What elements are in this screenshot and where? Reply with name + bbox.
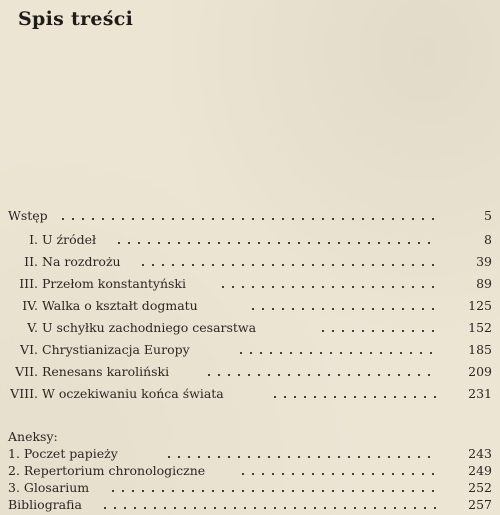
toc-entry-page: 243	[468, 446, 492, 461]
toc-entry-label: W oczekiwaniu końca świata	[42, 386, 224, 401]
chapter-number: VIII.	[10, 386, 38, 401]
dot-leader	[114, 242, 438, 244]
toc-entry-label: Bibliografia	[8, 497, 82, 512]
toc-entry-chapter-1	[0, 230, 500, 250]
dot-leader	[318, 330, 438, 332]
toc-entry-chapter-7	[0, 362, 500, 382]
toc-entry-page: 5	[484, 208, 492, 223]
toc-entry-label: 3. Glosarium	[8, 480, 90, 495]
toc-entry-page: 39	[476, 254, 492, 269]
toc-entry-page: 252	[468, 480, 492, 495]
dot-leader	[138, 264, 438, 266]
toc-entry-label: Na rozdrożu	[42, 254, 121, 269]
dot-leader	[218, 286, 438, 288]
toc-entry-label: U źródeł	[42, 232, 97, 247]
chapter-number: VII.	[15, 364, 38, 379]
toc-entry-chapter-4	[0, 296, 500, 316]
toc-entry-label: 2. Repertorium chronologiczne	[8, 463, 206, 478]
toc-entry-label: Walka o kształt dogmatu	[42, 298, 198, 313]
dot-leader	[108, 490, 438, 492]
toc-entry-chapter-6	[0, 340, 500, 360]
toc-entry-chapter-8	[0, 384, 500, 404]
dot-leader	[164, 456, 438, 458]
toc-entry-label: Wstęp	[8, 208, 48, 223]
chapter-number: VI.	[20, 342, 38, 357]
toc-entry-label: U schyłku zachodniego cesarstwa	[42, 320, 257, 335]
dot-leader	[100, 507, 438, 509]
toc-entry-page: 185	[468, 342, 492, 357]
toc-entry-chapter-5	[0, 318, 500, 338]
toc-entry-intro	[0, 206, 500, 226]
dot-leader	[204, 374, 438, 376]
toc-entry-chapter-3	[0, 274, 500, 294]
annex-heading: Aneksy:	[8, 429, 58, 444]
toc-entry-page: 257	[468, 497, 492, 512]
toc-entry-page: 231	[468, 386, 492, 401]
toc-entry-page: 125	[468, 298, 492, 313]
chapter-number: IV.	[22, 298, 38, 313]
toc-entry-page: 89	[476, 276, 492, 291]
toc-entry-page: 249	[468, 463, 492, 478]
toc-entry-page: 152	[468, 320, 492, 335]
dot-leader	[270, 396, 438, 398]
toc-entry-label: Renesans karoliński	[42, 364, 170, 379]
toc-entry-label: 1. Poczet papieży	[8, 446, 118, 461]
dot-leader	[236, 352, 438, 354]
page-title: Spis treści	[18, 8, 134, 30]
toc-entry-label: Chrystianizacja Europy	[42, 342, 190, 357]
dot-leader	[248, 308, 438, 310]
chapter-number: I.	[29, 232, 38, 247]
chapter-number: III.	[19, 276, 38, 291]
toc-entry-bibliography	[0, 495, 500, 515]
dot-leader	[238, 473, 438, 475]
toc-entry-page: 8	[484, 232, 492, 247]
dot-leader	[58, 218, 438, 220]
toc-entry-page: 209	[468, 364, 492, 379]
toc-entry-chapter-2	[0, 252, 500, 272]
toc-entry-label: Przełom konstantyński	[42, 276, 186, 291]
chapter-number: V.	[27, 320, 38, 335]
chapter-number: II.	[24, 254, 38, 269]
